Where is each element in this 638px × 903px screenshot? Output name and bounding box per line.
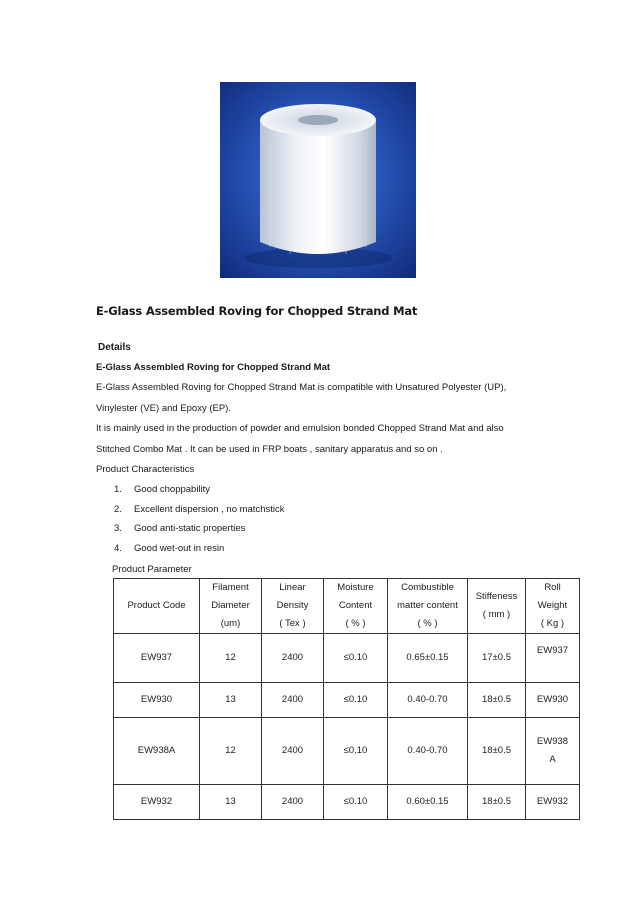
cell-combustible-matter: 0.65±0.15 xyxy=(388,634,468,683)
header-moisture-content: Moisture Content ( % ) xyxy=(324,579,388,634)
page-title: E-Glass Assembled Roving for Chopped Strand Mat xyxy=(96,304,418,318)
cell-linear-density: 2400 xyxy=(262,717,324,784)
cell-combustible-matter: 0.60±0.15 xyxy=(388,785,468,820)
cell-moisture-content: ≤0.10 xyxy=(324,717,388,784)
cell-linear-density: 2400 xyxy=(262,634,324,683)
cell-combustible-matter: 0.40-0.70 xyxy=(388,683,468,718)
cell-roll-weight: EW932 xyxy=(526,785,580,820)
cell-moisture-content: ≤0.10 xyxy=(324,683,388,718)
cell-product-code: EW930 xyxy=(114,683,200,718)
cell-linear-density: 2400 xyxy=(262,683,324,718)
list-item-number: 2. xyxy=(114,504,122,515)
cell-moisture-content: ≤0.10 xyxy=(324,634,388,683)
product-parameter-table xyxy=(113,578,580,820)
table-header-row xyxy=(114,579,580,634)
characteristics-heading: Product Characteristics xyxy=(96,464,195,475)
list-item: Excellent dispersion , no matchstick xyxy=(134,504,285,515)
description-line-1: E-Glass Assembled Roving for Chopped Strand Mat is compatible with Unsatured Polyester (UP), xyxy=(96,382,507,393)
roving-spool-image xyxy=(220,82,416,278)
list-item-number: 3. xyxy=(114,523,122,534)
list-item-number: 4. xyxy=(114,543,122,554)
cell-filament-diameter: 13 xyxy=(200,785,262,820)
cell-stiffeness: 17±0.5 xyxy=(468,634,526,683)
header-filament-diameter: Filament Diameter (um) xyxy=(200,579,262,634)
cell-stiffeness: 18±0.5 xyxy=(468,717,526,784)
table-row xyxy=(114,785,580,820)
product-photo xyxy=(220,82,416,278)
table-row xyxy=(114,683,580,718)
table-row xyxy=(114,717,580,784)
list-item-number: 1. xyxy=(114,484,122,495)
cell-product-code: EW932 xyxy=(114,785,200,820)
cell-roll-weight: EW938 A xyxy=(526,717,580,784)
header-stiffeness: Stiffeness ( mm ) xyxy=(468,579,526,634)
header-roll-weight: Roll Weight ( Kg ) xyxy=(526,579,580,634)
cell-roll-weight: EW930 xyxy=(526,683,580,718)
list-item: Good anti-static properties xyxy=(134,523,246,534)
table-row xyxy=(114,634,580,683)
list-item: Good choppability xyxy=(134,484,211,495)
cell-combustible-matter: 0.40-0.70 xyxy=(388,717,468,784)
description-line-3: It is mainly used in the production of powder and emulsion bonded Chopped Strand Mat and also xyxy=(96,423,504,434)
header-combustible-matter: Combustible matter content ( % ) xyxy=(388,579,468,634)
list-item: Good wet-out in resin xyxy=(134,543,225,554)
cell-filament-diameter: 13 xyxy=(200,683,262,718)
header-product-code: Product Code xyxy=(114,579,200,634)
product-sub-heading: E-Glass Assembled Roving for Chopped Strand Mat xyxy=(96,362,331,373)
cell-stiffeness: 18±0.5 xyxy=(468,683,526,718)
cell-moisture-content: ≤0.10 xyxy=(324,785,388,820)
header-linear-density: Linear Density ( Tex ) xyxy=(262,579,324,634)
cell-filament-diameter: 12 xyxy=(200,634,262,683)
cell-product-code: EW937 xyxy=(114,634,200,683)
details-heading: Details xyxy=(98,342,131,353)
cell-roll-weight: EW937 xyxy=(526,634,580,683)
parameter-heading: Product Parameter xyxy=(112,564,192,575)
cell-linear-density: 2400 xyxy=(262,785,324,820)
description-line-4: Stitched Combo Mat . It can be used in FRP boats , sanitary apparatus and so on . xyxy=(96,444,443,455)
description-line-2: Vinylester (VE) and Epoxy (EP). xyxy=(96,403,231,414)
cell-product-code: EW938A xyxy=(114,717,200,784)
cell-stiffeness: 18±0.5 xyxy=(468,785,526,820)
cell-filament-diameter: 12 xyxy=(200,717,262,784)
